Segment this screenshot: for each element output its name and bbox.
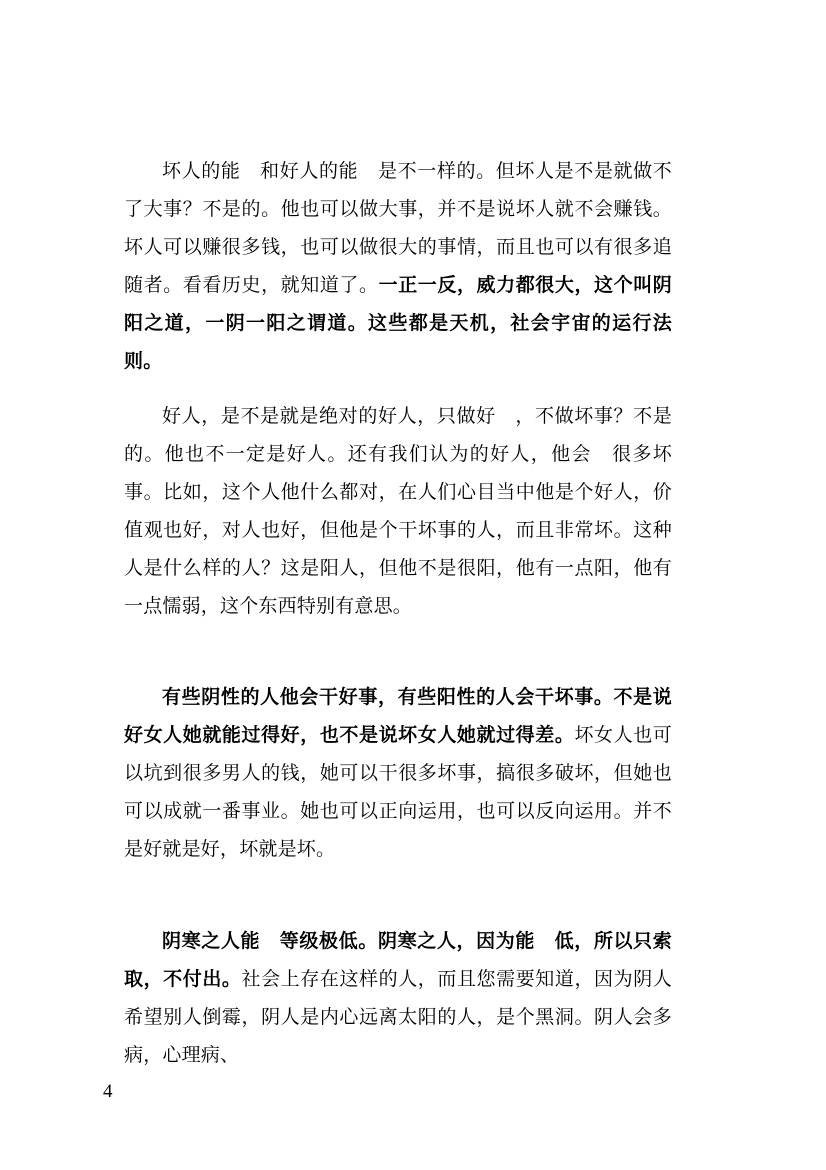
paragraph-3-text-1-bold: 有些阴性的人他会干好事，有些阳性的人会干坏事。不是说好女人她就能过得好，也不是说坏女人她就过得差。 <box>124 686 672 746</box>
paragraph-3 <box>124 678 672 868</box>
paragraph-2 <box>124 397 672 625</box>
paragraph-4-text-2: 社会上存在这样的人，而且您需要知道，因为阴人希望别人倒霉，阴人是内心远离太阳的人，是个黑洞。阴人会多病，心理病、 <box>124 968 672 1066</box>
paragraph-1 <box>124 152 672 380</box>
paragraph-4-text-1-bold: 阴寒之人能 等级极低。阴寒之人，因为能 低，所以只索取，不付出。 <box>124 930 672 990</box>
paragraph-3-text-2: 坏女人也可以坑到很多男人的钱，她可以干很多坏事，搞很多破坏，但她也可以成就一番事业。她也可以正向运用，也可以反向运用。并不是好就是好，坏就是坏。 <box>124 724 672 860</box>
paragraph-1-text-1: 坏人的能 和好人的能 是不一样的。但坏人是不是就做不了大事？不是的。他也可以做大事，并不是说坏人就不会赚钱。坏人可以赚很多钱，也可以做很大的事情，而且也可以有很多追随者。看看历史，就知道了。 <box>124 160 672 296</box>
paragraph-4 <box>124 922 672 1074</box>
paragraph-2-text-1: 好人，是不是就是绝对的好人，只做好 ，不做坏事？不是的。他也不一定是好人。还有我们认为的好人，他会 很多坏事。比如，这个人他什么都对，在人们心目当中他是个好人，价值观也好，对人也好，但他是个干坏事的人，而且非常坏。这种人是什么样的人？这是阳人，但他不是很阳，他有一点阳，他有一点懦弱，这个东西特别有意思。 <box>124 405 672 617</box>
paragraph-1-text-2-bold: 一正一反，威力都很大，这个叫阴阳之道，一阴一阳之谓道。这些都是天机，社会宇宙的运行法则。 <box>124 274 672 372</box>
page-number: 4 <box>103 1081 113 1102</box>
